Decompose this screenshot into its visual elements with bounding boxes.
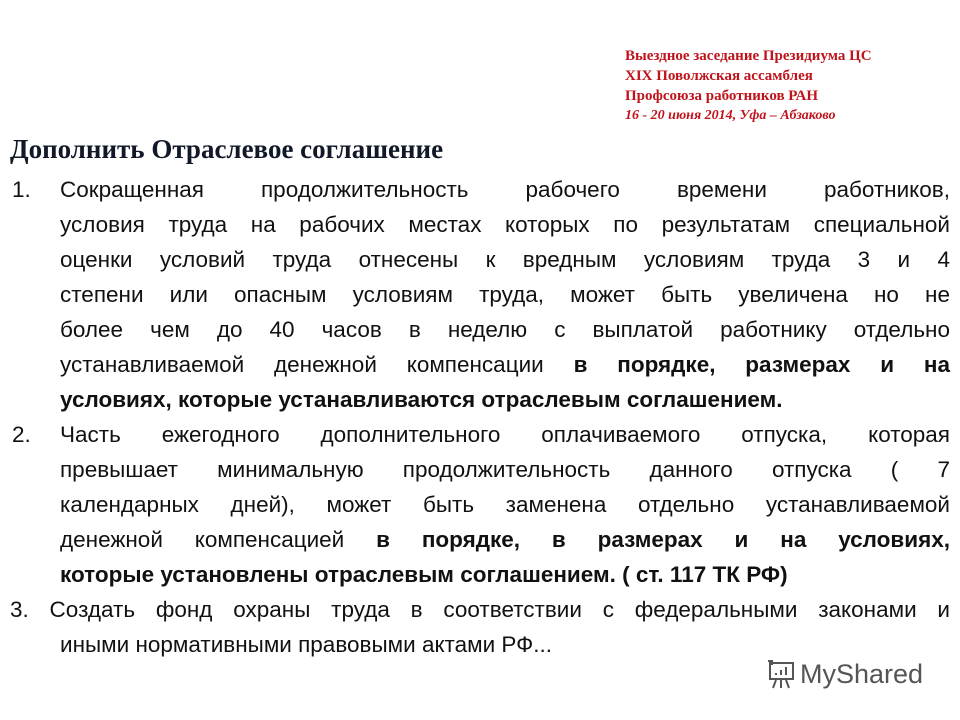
item-number: 2. bbox=[12, 422, 31, 447]
proposal-list bbox=[0, 172, 960, 662]
bold-text: в порядке, в размерах и на условиях, bbox=[376, 527, 950, 552]
presentation-icon bbox=[766, 658, 796, 690]
normal-text: превышает минимальную продолжительность данного отпуска ( 7 bbox=[60, 457, 950, 482]
normal-text: более чем до 40 часов в неделю с выплатой работнику отдельно bbox=[60, 317, 950, 342]
list-line bbox=[0, 207, 960, 242]
list-line bbox=[0, 242, 960, 277]
list-line bbox=[0, 522, 960, 557]
normal-text: календарных дней), может быть заменена отдельно устанавливаемой bbox=[60, 492, 950, 517]
event-header bbox=[625, 46, 872, 126]
list-line bbox=[0, 627, 960, 662]
normal-text: устанавливаемой денежной компенсации bbox=[60, 352, 574, 377]
normal-text: Сокращенная продолжительность рабочего времени работников, bbox=[60, 177, 950, 202]
line-text bbox=[60, 207, 950, 242]
list-line bbox=[0, 417, 960, 452]
myshared-logo bbox=[766, 658, 923, 690]
list-line bbox=[0, 557, 960, 592]
list-line bbox=[0, 312, 960, 347]
line-text bbox=[60, 277, 950, 312]
line-text bbox=[60, 522, 950, 557]
list-line bbox=[0, 487, 960, 522]
normal-text: Часть ежегодного дополнительного оплачиваемого отпуска, которая bbox=[60, 422, 950, 447]
normal-text: степени или опасным условиям труда, может быть увеличена но не bbox=[60, 282, 950, 307]
list-line bbox=[0, 452, 960, 487]
header-line: Профсоюза работников РАН bbox=[625, 88, 819, 104]
line-text bbox=[60, 172, 950, 207]
bold-text: условиях, которые устанавливаются отраслевым соглашением. bbox=[60, 387, 783, 412]
normal-text: условия труда на рабочих местах которых по результатам специальной bbox=[60, 212, 950, 237]
line-text bbox=[60, 627, 950, 662]
list-line bbox=[0, 172, 960, 207]
line-text bbox=[60, 347, 950, 382]
normal-text: денежной компенсацией bbox=[60, 527, 377, 552]
header-line: Выездное заседание Президиума ЦС bbox=[625, 48, 872, 64]
list-line bbox=[0, 347, 960, 382]
line-text bbox=[60, 452, 950, 487]
slide-title: Дополнить Отраслевое соглашение bbox=[10, 134, 444, 164]
normal-text: оценки условий труда отнесены к вредным условиям труда 3 и 4 bbox=[60, 247, 950, 272]
header-date: 16 - 20 июня 2014, Уфа – Абзаково bbox=[625, 108, 836, 123]
bold-text: которые установлены отраслевым соглашением. ( ст. 117 ТК РФ) bbox=[60, 562, 788, 587]
line-text bbox=[60, 382, 950, 417]
line-text bbox=[60, 487, 950, 522]
line-text bbox=[60, 312, 950, 347]
line-text bbox=[60, 557, 950, 592]
list-line bbox=[0, 277, 960, 312]
line-text bbox=[60, 417, 950, 452]
normal-text: иными нормативными правовыми актами РФ... bbox=[60, 632, 553, 657]
line-text bbox=[10, 592, 950, 627]
list-line bbox=[0, 382, 960, 417]
list-line bbox=[0, 592, 960, 627]
line-text bbox=[60, 242, 950, 277]
normal-text: 3. Создать фонд охраны труда в соответствии с федеральными законами и bbox=[10, 597, 950, 622]
watermark-text: MyShared bbox=[800, 658, 924, 689]
item-number: 1. bbox=[12, 177, 31, 202]
header-line: XIX Поволжская ассамблея bbox=[625, 68, 813, 84]
bold-text: в порядке, размерах и на bbox=[573, 352, 950, 377]
